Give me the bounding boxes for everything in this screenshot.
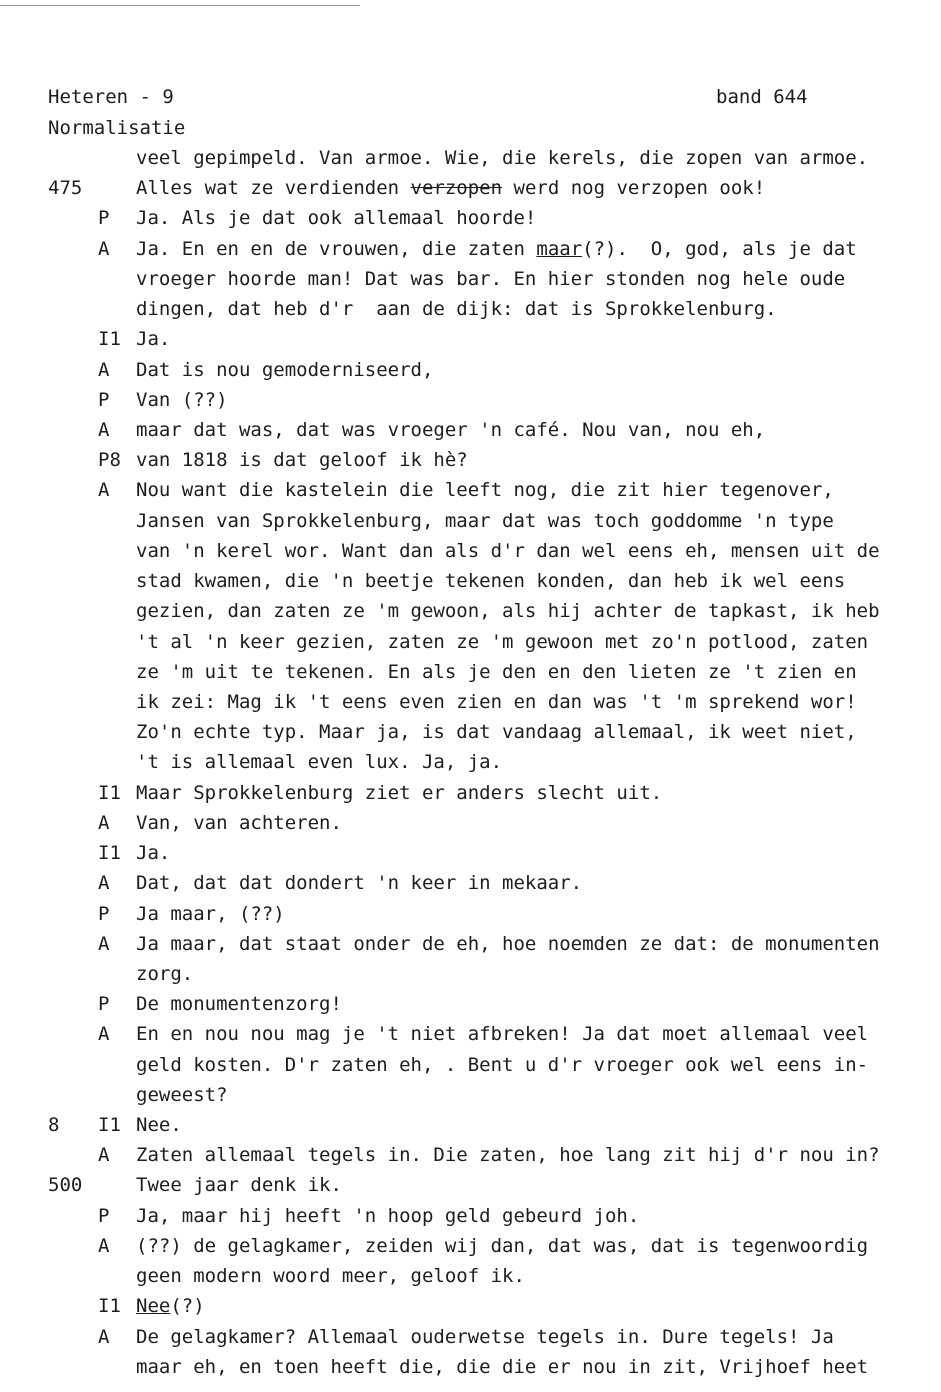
utterance-text: zorg. [136, 962, 194, 985]
utterance-text: Nou want die kastelein die leeft nog, die zit hier tegenover, [136, 479, 834, 502]
transcript-line [0, 475, 941, 505]
transcript-line [0, 1291, 941, 1321]
transcript-line [0, 1080, 941, 1110]
speaker-label: A [98, 1144, 110, 1167]
utterance-text [136, 234, 857, 264]
speaker-label: I1 [98, 781, 121, 804]
speaker-label: P [98, 902, 110, 925]
utterance-text: De gelagkamer? Allemaal ouderwetse tegels in. Dure tegels! Ja [136, 1325, 834, 1348]
transcript-line [0, 203, 941, 233]
transcript-line [0, 445, 941, 475]
utterance-text [136, 173, 765, 203]
transcript-line [0, 1352, 941, 1382]
utterance-text: Van (??) [136, 388, 228, 411]
transcript-line [0, 989, 941, 1019]
utterance-text: vroeger hoorde man! Dat was bar. En hier stonden nog hele oude [136, 267, 846, 290]
utterance-text: ze 'm uit te tekenen. En als je den en den lieten ze 't zien en [136, 660, 857, 683]
utterance-text: Ja. [136, 328, 171, 351]
utterance-text: Ja maar, (??) [136, 902, 285, 925]
transcript-line [0, 778, 941, 808]
transcript-line [0, 687, 941, 717]
speaker-label: A [98, 1234, 110, 1257]
utterance-text: Twee jaar denk ik. [136, 1174, 342, 1197]
top-rule [0, 5, 360, 6]
transcript-line [0, 1231, 941, 1261]
utterance-text [136, 1291, 205, 1321]
transcript-line [0, 838, 941, 868]
text-segment: (?) [170, 1295, 205, 1318]
transcript-line [0, 536, 941, 566]
utterance-text: Ja. Als je dat ook allemaal hoorde! [136, 207, 537, 230]
utterance-text: Dat, dat dat dondert 'n keer in mekaar. [136, 872, 583, 895]
transcript-line [0, 1110, 941, 1140]
speaker-label: A [98, 811, 110, 834]
speaker-label: A [98, 479, 110, 502]
utterance-text: stad kwamen, die 'n beetje tekenen konden, dan heb ik wel eens [136, 570, 846, 593]
transcript-line [0, 717, 941, 747]
speaker-label: I1 [98, 1295, 121, 1318]
utterance-text: geweest? [136, 1083, 228, 1106]
utterance-text: De monumentenzorg! [136, 993, 342, 1016]
utterance-text: van 'n kerel wor. Want dan als d'r dan wel eens eh, mensen uit de [136, 539, 880, 562]
transcript-line [0, 385, 941, 415]
speaker-label: P8 [98, 449, 121, 472]
text-segment: werd nog verzopen ook! [502, 177, 766, 200]
transcript-line [0, 566, 941, 596]
transcript-line [0, 294, 941, 324]
transcript-line [0, 143, 941, 173]
utterance-text: Ja maar, dat staat onder de eh, hoe noemden ze dat: de monumenten [136, 932, 880, 955]
text-segment: Alles wat ze verdienden [136, 177, 411, 200]
transcript-line [0, 747, 941, 777]
utterance-text: Dat is nou gemoderniseerd, [136, 358, 434, 381]
utterance-text: Van, van achteren. [136, 811, 342, 834]
line-number: 500 [48, 1174, 83, 1197]
speaker-label: P [98, 993, 110, 1016]
utterance-text: En en nou nou mag je 't niet afbreken! Ja dat moet allemaal veel [136, 1023, 869, 1046]
transcript-line [0, 1140, 941, 1170]
utterance-text: gezien, dan zaten ze 'm gewoon, als hij achter de tapkast, ik heb [136, 600, 880, 623]
utterance-text: Nee. [136, 1114, 182, 1137]
transcript-line [0, 173, 941, 203]
transcript-line [0, 1201, 941, 1231]
text-segment: Ja. En en en de vrouwen, die zaten [136, 237, 537, 260]
utterance-text: maar dat was, dat was vroeger 'n café. Nou van, nou eh, [136, 418, 766, 441]
underlined-word: maar [536, 237, 583, 260]
transcript-line [0, 1170, 941, 1200]
utterance-text: (??) de gelagkamer, zeiden wij dan, dat was, dat is tegenwoordig [136, 1234, 869, 1257]
utterance-text: maar eh, en toen heeft die, die die er nou in zit, Vrijhoef heet [136, 1355, 869, 1378]
utterance-text: ik zei: Mag ik 't eens even zien en dan was 't 'm sprekend wor! [136, 690, 857, 713]
transcript-line [0, 1019, 941, 1049]
speaker-label: I1 [98, 842, 121, 865]
speaker-label: A [98, 1325, 110, 1348]
line-number: 475 [48, 177, 83, 200]
transcript-line [0, 959, 941, 989]
transcript-line [0, 596, 941, 626]
speaker-label: A [98, 872, 110, 895]
utterance-text: 't is allemaal even lux. Ja, ja. [136, 751, 503, 774]
underlined-word: Nee [136, 1295, 171, 1318]
line-number: 8 [48, 1114, 60, 1137]
transcript-line [0, 808, 941, 838]
transcript-line [0, 355, 941, 385]
utterance-text: 't al 'n keer gezien, zaten ze 'm gewoon met zo'n potlood, zaten [136, 630, 869, 653]
transcript-line [0, 234, 941, 264]
transcript-line [0, 657, 941, 687]
speaker-label: P [98, 207, 110, 230]
text-segment: (?). O, god, als je dat [582, 237, 857, 260]
struck-word: verzopen [410, 177, 503, 200]
utterance-text: Zaten allemaal tegels in. Die zaten, hoe lang zit hij d'r nou in? [136, 1144, 880, 1167]
transcript-line [0, 899, 941, 929]
transcript-line [0, 324, 941, 354]
speaker-label: P [98, 1204, 110, 1227]
transcript-line [0, 264, 941, 294]
utterance-text: van 1818 is dat geloof ik hè? [136, 449, 468, 472]
utterance-text: Maar Sprokkelenburg ziet er anders slecht uit. [136, 781, 663, 804]
speaker-label: A [98, 358, 110, 381]
speaker-label: A [98, 418, 110, 441]
transcript-line [0, 1261, 941, 1291]
transcript-line [0, 415, 941, 445]
speaker-label: A [98, 932, 110, 955]
utterance-text: dingen, dat heb d'r aan de dijk: dat is Sprokkelenburg. [136, 298, 777, 321]
utterance-text: Jansen van Sprokkelenburg, maar dat was toch goddomme 'n type [136, 509, 834, 532]
utterance-text: veel gepimpeld. Van armoe. Wie, die kerels, die zopen van armoe. [136, 147, 869, 169]
utterance-text: geen modern woord meer, geloof ik. [136, 1265, 525, 1288]
speaker-label: I1 [98, 328, 121, 351]
utterance-text: Zo'n echte typ. Maar ja, is dat vandaag allemaal, ik weet niet, [136, 721, 857, 744]
band-number: band 644 [716, 86, 808, 108]
utterance-text: Ja. [136, 842, 171, 865]
document-subtitle: Normalisatie [48, 117, 186, 139]
transcript-line [0, 627, 941, 657]
transcript-line [0, 868, 941, 898]
transcript-line [0, 929, 941, 959]
transcript-line [0, 506, 941, 536]
speaker-label: A [98, 1023, 110, 1046]
transcript-line [0, 1050, 941, 1080]
document-title: Heteren - 9 [48, 86, 174, 108]
speaker-label: I1 [98, 1114, 121, 1137]
transcript-line [0, 1322, 941, 1352]
speaker-label: A [98, 237, 110, 260]
utterance-text: Ja, maar hij heeft 'n hoop geld gebeurd joh. [136, 1204, 640, 1227]
speaker-label: P [98, 388, 110, 411]
utterance-text: geld kosten. D'r zaten eh, . Bent u d'r vroeger ook wel eens in- [136, 1053, 869, 1076]
